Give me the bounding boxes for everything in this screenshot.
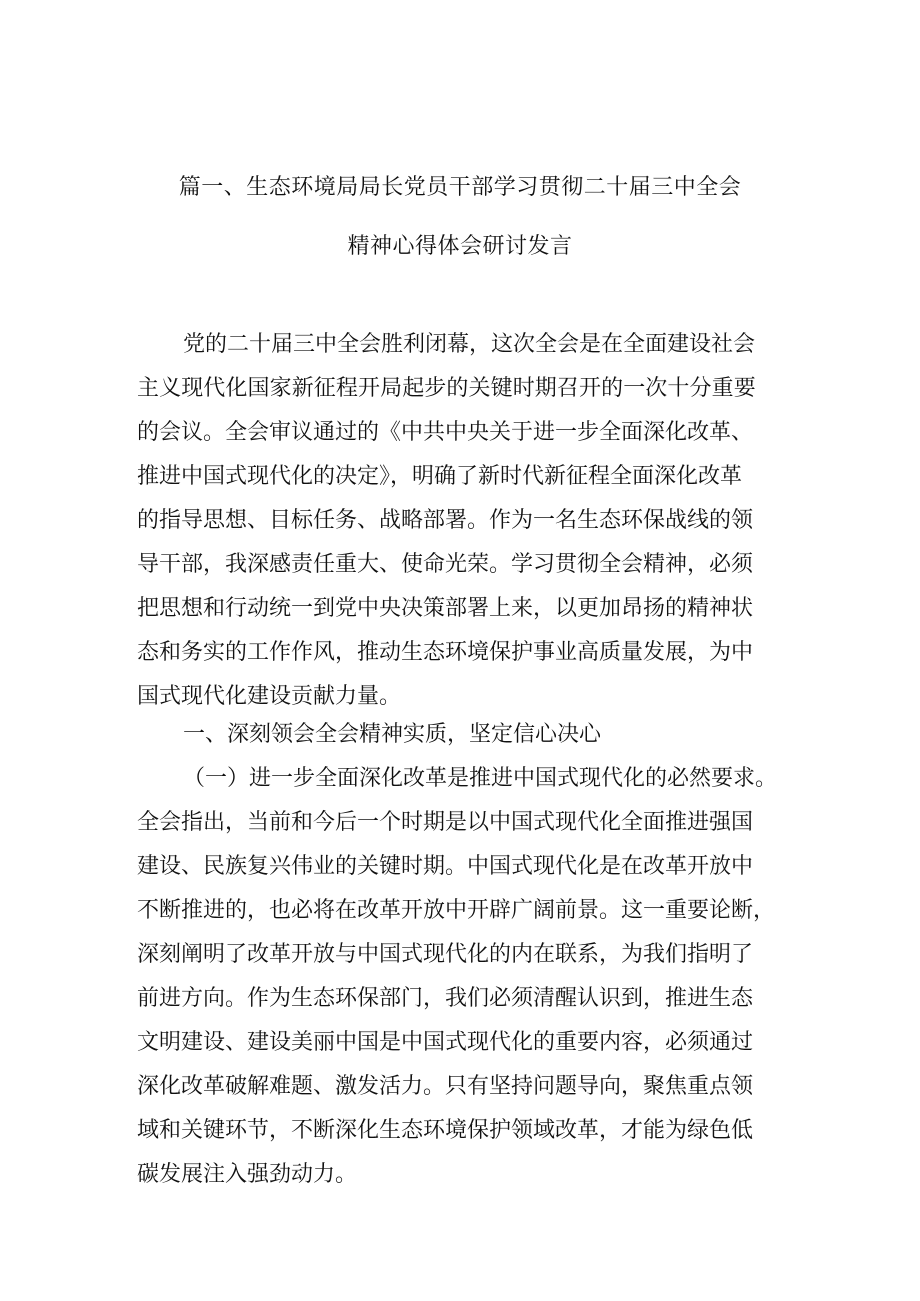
section-1-line: （一）进一步全面深化改革是推进中国式现代化的必然要求。: [183, 766, 778, 791]
section-1-line: 建设、民族复兴伟业的关键时期。中国式现代化是在改革开放中: [137, 854, 754, 879]
section-1-line: 前进方向。作为生态环保部门，我们必须清醒认识到，推进生态: [137, 986, 754, 1011]
intro-line: 推进中国式现代化的决定》，明确了新时代新征程全面深化改革: [137, 464, 743, 489]
intro-line: 的会议。全会审议通过的《中共中央关于进一步全面深化改革、: [137, 420, 754, 445]
section-1-line: 深刻阐明了改革开放与中国式现代化的内在联系，为我们指明了: [137, 942, 754, 967]
title-line-1: 篇一、生态环境局局长党员干部学习贯彻二十届三中全会: [178, 175, 742, 200]
intro-line: 主义现代化国家新征程开局起步的关键时期召开的一次十分重要: [137, 376, 756, 401]
section-1-line: 域和关键环节，不断深化生态环境保护领域改革，才能为绿色低: [137, 1118, 754, 1143]
intro-line: 党的二十届三中全会胜利闭幕，这次全会是在全面建设社会: [183, 332, 756, 357]
section-1-line: 全会指出，当前和今后一个时期是以中国式现代化全面推进强国: [137, 810, 754, 835]
intro-line: 把思想和行动统一到党中央决策部署上来，以更加昂扬的精神状: [137, 596, 754, 621]
intro-line: 国式现代化建设贡献力量。: [137, 684, 402, 709]
intro-line: 导干部，我深感责任重大、使命光荣。学习贯彻全会精神，必须: [137, 552, 754, 577]
section-1-line: 碳发展注入强劲动力。: [137, 1162, 358, 1187]
section-1-heading: 一、深刻领会全会精神实质，坚定信心决心: [183, 722, 602, 747]
title-line-2: 精神心得体会研讨发言: [347, 234, 573, 259]
intro-line: 态和务实的工作作风，推动生态环境保护事业高质量发展，为中: [137, 640, 754, 665]
section-1-line: 文明建设、建设美丽中国是中国式现代化的重要内容，必须通过: [137, 1030, 754, 1055]
intro-line: 的指导思想、目标任务、战略部署。作为一名生态环保战线的领: [137, 508, 754, 533]
section-1-line: 不断推进的，也必将在改革开放中开辟广阔前景。这一重要论断，: [137, 898, 776, 923]
section-1-line: 深化改革破解难题、激发活力。只有坚持问题导向，聚焦重点领: [137, 1074, 754, 1099]
